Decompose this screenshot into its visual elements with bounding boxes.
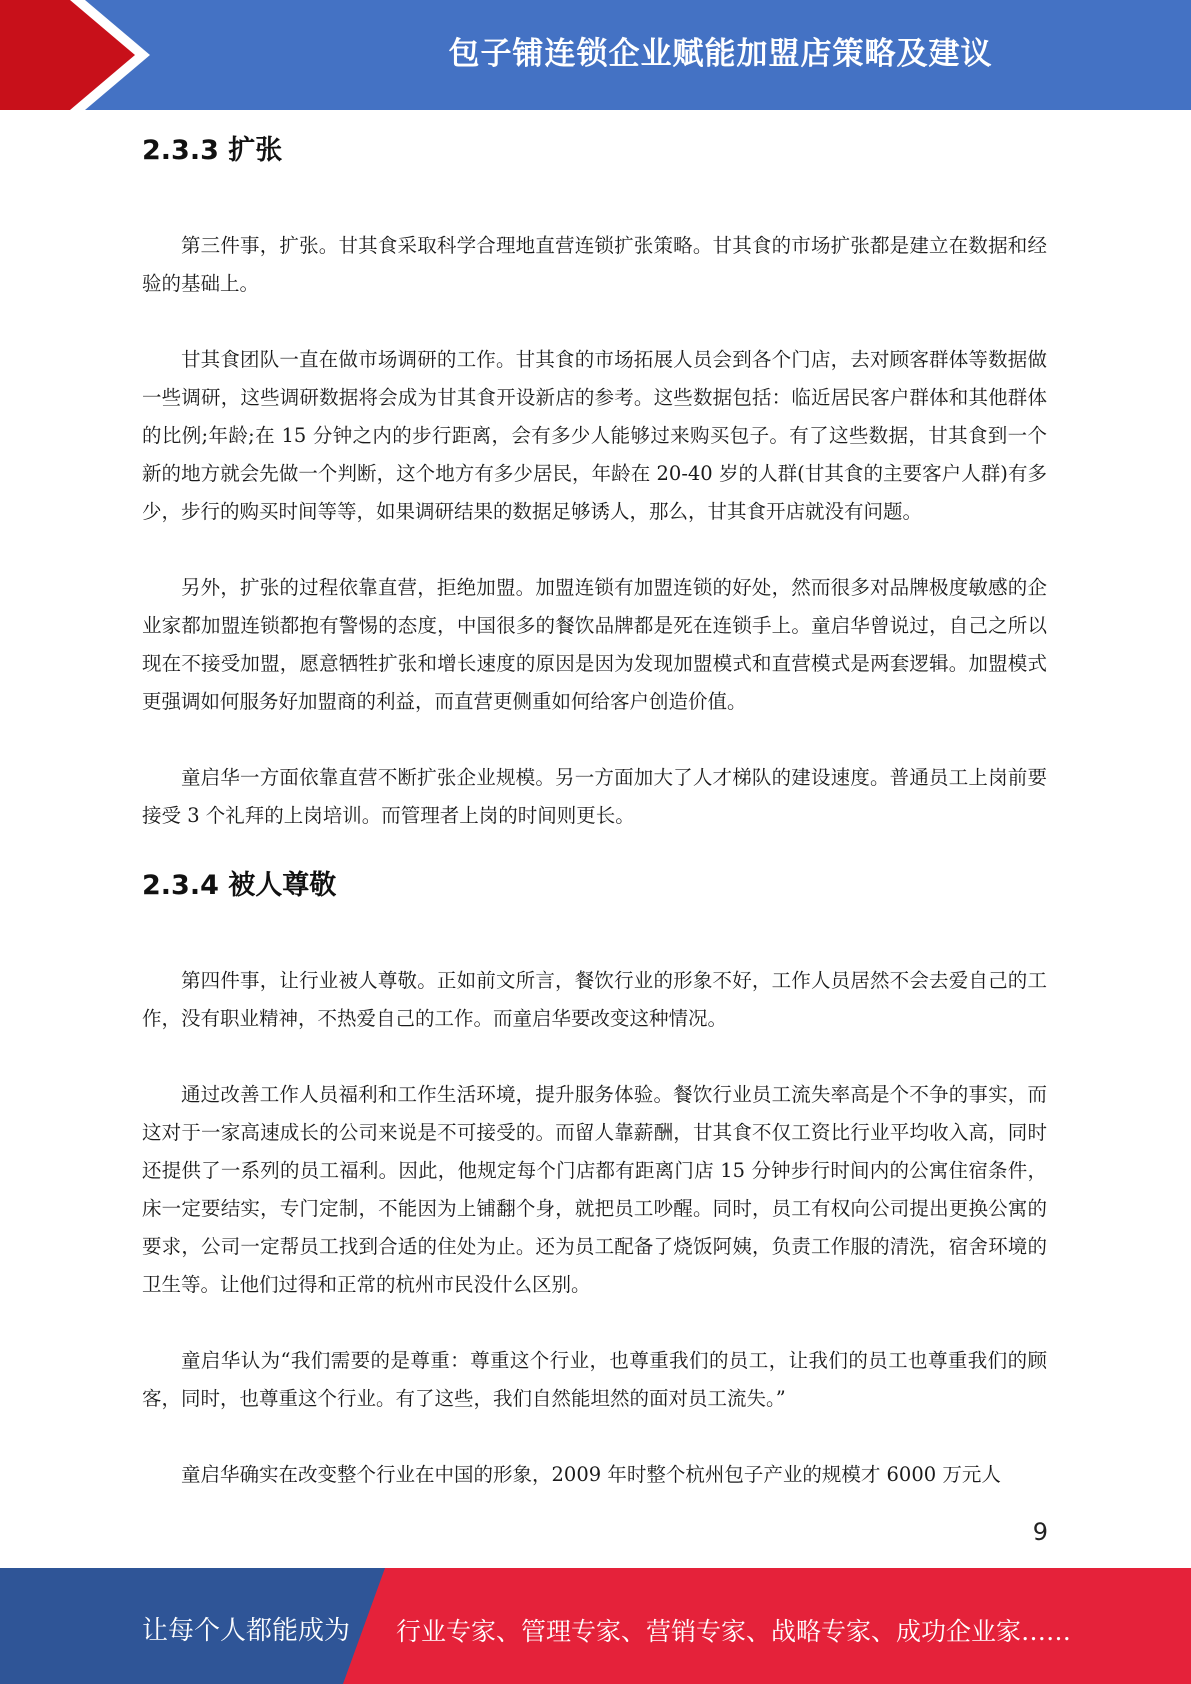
paragraph: 童启华一方面依靠直营不断扩张企业规模。另一方面加大了人才梯队的建设速度。普通员工上岗前要接受 3 个礼拜的上岗培训。而管理者上岗的时间则更长。	[142, 766, 1047, 827]
paragraph: 童启华确实在改变整个行业在中国的形象，2009 年时整个杭州包子产业的规模才 6000 万元人	[181, 1463, 1001, 1486]
page-footer	[0, 1568, 1191, 1684]
paragraph: 甘其食团队一直在做市场调研的工作。甘其食的市场拓展人员会到各个门店，去对顾客群体等数据做一些调研，这些调研数据将会成为甘其食开设新店的参考。这些数据包括：临近居民客户群体和其他群体的比例;年龄;在 15 分钟之内的步行距离，会有多少人能够过来购买包子。有了这些数据，甘其食到一个新的地方就会先做一个判断，这个地方有多少居民，年龄在 20-40 岁的人群(甘其食的主要客户人群)有多少，步行的购买时间等等，如果调研结果的数据足够诱人，那么，甘其食开店就没有问题。	[142, 348, 1047, 523]
page-header	[0, 0, 1191, 110]
paragraph: 童启华认为“我们需要的是尊重：尊重这个行业，也尊重我们的员工，让我们的员工也尊重我们的顾客，同时，也尊重这个行业。有了这些，我们自然能坦然的面对员工流失。”	[142, 1349, 1047, 1410]
paragraph: 通过改善工作人员福利和工作生活环境，提升服务体验。餐饮行业员工流失率高是个不争的事实，而这对于一家高速成长的公司来说是不可接受的。而留人靠薪酬，甘其食不仅工资比行业平均收入高，同时还提供了一系列的员工福利。因此，他规定每个门店都有距离门店 15 分钟步行时间内的公寓住宿条件，床一定要结实，专门定制，不能因为上铺翻个身，就把员工吵醒。同时，员工有权向公司提出更换公寓的要求，公司一定帮员工找到合适的住处为止。还为员工配备了烧饭阿姨，负责工作服的清洗，宿舍环境的卫生等。让他们过得和正常的杭州市民没什么区别。	[142, 1083, 1047, 1296]
paragraph: 第三件事，扩张。甘其食采取科学合理地直营连锁扩张策略。甘其食的市场扩张都是建立在数据和经验的基础上。	[142, 234, 1047, 295]
section-heading-expansion: 2.3.3 扩张	[142, 135, 283, 166]
page-number: 9	[1032, 1518, 1048, 1546]
paragraph: 第四件事，让行业被人尊敬。正如前文所言，餐饮行业的形象不好，工作人员居然不会去爱自己的工作，没有职业精神，不热爱自己的工作。而童启华要改变这种情况。	[142, 969, 1047, 1030]
section-heading-respect: 2.3.4 被人尊敬	[142, 870, 337, 901]
document-body	[142, 128, 1047, 1494]
footer-slogan-lead: 让每个人都能成为	[142, 1616, 351, 1646]
paragraph: 另外，扩张的过程依靠直营，拒绝加盟。加盟连锁有加盟连锁的好处，然而很多对品牌极度敏感的企业家都加盟连锁都抱有警惕的态度，中国很多的餐饮品牌都是死在连锁手上。童启华曾说过，自己之所以现在不接受加盟，愿意牺牲扩张和增长速度的原因是因为发现加盟模式和直营模式是两套逻辑。加盟模式更强调如何服务好加盟商的利益，而直营更侧重如何给客户创造价值。	[142, 576, 1047, 713]
document-title: 包子铺连锁企业赋能加盟店策略及建议	[448, 36, 993, 72]
footer-slogan-roles: 行业专家、管理专家、营销专家、战略专家、成功企业家……	[396, 1617, 1072, 1646]
